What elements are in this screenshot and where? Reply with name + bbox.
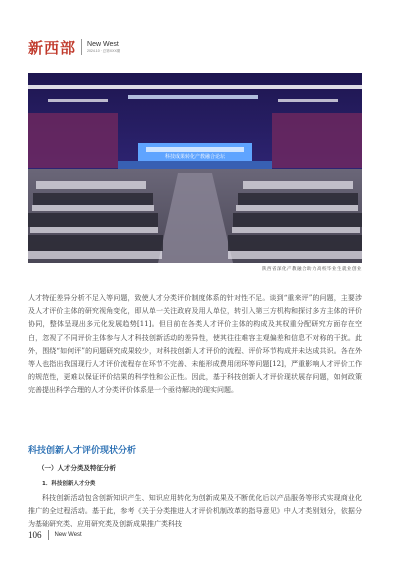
photo-caption: 陕西省深化产教融合助力高校毕业生就业创业 (262, 267, 362, 272)
page-number: 106 (28, 530, 42, 540)
magazine-logo: 新西部 (28, 38, 77, 57)
masthead (28, 38, 120, 56)
sub-subsection-title: 1．科技创新人才分类 (42, 481, 96, 487)
stage-screen-text: 科技成果转化产教融合论坛 (164, 154, 226, 160)
footer-brand: New West (54, 532, 82, 538)
logo-english: New West (87, 40, 119, 48)
page-footer (28, 530, 82, 540)
conference-photo (28, 73, 362, 263)
issue-info: 2024.10 · 总第XXX期 (87, 48, 121, 53)
logo-english-block (87, 41, 120, 54)
footer-divider (48, 530, 49, 540)
body-paragraph-2: 科技创新活动包含创新知识产生、知识应用转化为创新成果及不断优化后以产品服务等形式实现商业化推广的全过程活动。基于此，参考《关于分类推进人才评价机制改革的指导意见》中人才类别划分，依据分为基础研究类、应用研究类及创新成果推广类科技 (28, 494, 362, 529)
masthead-divider (81, 39, 82, 55)
section-title: 科技创新人才评价现状分析 (28, 446, 137, 456)
subsection-title: （一）人才分类及特征分析 (38, 464, 116, 472)
conference-hall-illustration (28, 73, 362, 263)
body-paragraph-1: 人才特征差异分析不足入等问题，致使人才分类评价制度体系的针对性不足。谈到“重来评”的问题，主要涉及人才评价主体的研究视角变化，即从单一关注政府及用人单位，转引入第三方机构和探讨多方主体的评价协同，整体呈现出多元化发展趋势[11]。但目前在各类人才评价主体的构成及其权重分配研究方面存在空白，忽视了不同评价主体参与人才科技创新活动的差异性，使其往往难容主观偏差和信息不对称的干扰。此外，围绕“如何评”的问题研究成果较少，对科技创新人才评价的流程、评价环节构成并未达成共识。各在外等人也指出我国现行人才评价流程存在环节不完善、未能形成费用闭环等问题[12]，严重影响人才评价工作的规范性，更难以保证评价结果的科学性和公正性。因此，基于科技创新人才评价现状展存问题，如何政策完善提出科学合理的人才分类评价体系是一个亟待解决的现实问题。 (28, 294, 362, 395)
